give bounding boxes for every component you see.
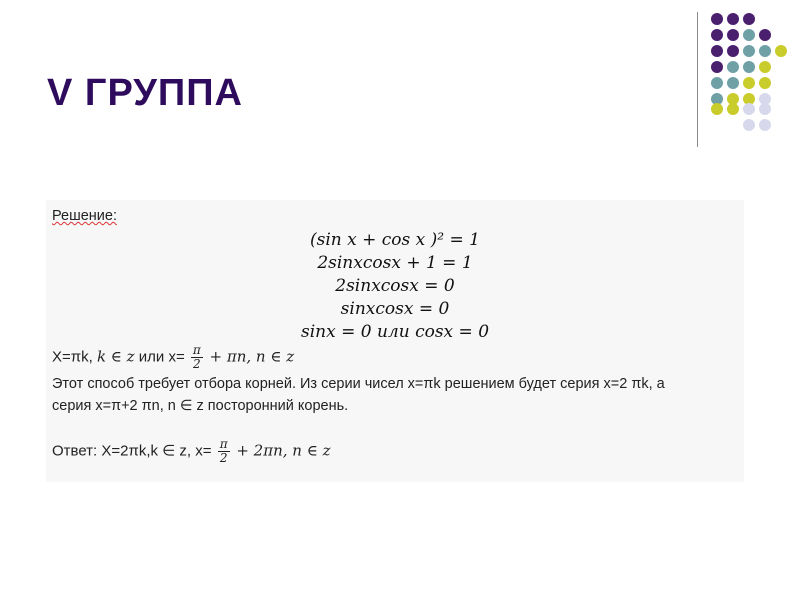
dot xyxy=(711,77,723,89)
equation-1: (sin x + cos x )² = 1 xyxy=(310,230,480,250)
solution-panel xyxy=(46,200,744,482)
dot xyxy=(743,45,755,57)
dot xyxy=(759,45,771,57)
dot xyxy=(759,103,771,115)
dot xyxy=(743,61,755,73)
dot xyxy=(775,45,787,57)
dot xyxy=(711,29,723,41)
dot xyxy=(711,103,723,115)
dot xyxy=(743,13,755,25)
solution-answer: Ответ: X=2πk,k ∈ z, x= $\frac{\pi}{2}$ + 2πn, n ∈ z xyxy=(52,437,331,465)
slide-title: V ГРУППА xyxy=(47,72,243,114)
dot xyxy=(759,119,771,131)
equation-2: 2sinxcosx + 1 = 1 xyxy=(317,253,473,273)
solution-line-roots: X=πk, k ∈ z или x= $\frac{\pi}{2}$ + πn, n ∈ z xyxy=(52,343,295,371)
solution-line-explanation-2: серия x=π+2 πn, n ∈ z посторонний корень. xyxy=(52,398,349,414)
dot xyxy=(743,103,755,115)
dot xyxy=(743,119,755,131)
dot xyxy=(759,29,771,41)
dot xyxy=(727,45,739,57)
fraction-pi-over-2: $\frac{\pi}{2}$ xyxy=(192,343,201,371)
vertical-divider xyxy=(697,12,698,147)
dot xyxy=(743,77,755,89)
solution-heading: Решение: xyxy=(52,208,117,224)
equation-4: sinxcosx = 0 xyxy=(340,299,450,319)
fraction-pi-over-2: $\frac{\pi}{2}$ xyxy=(219,437,228,465)
dot xyxy=(711,45,723,57)
dot xyxy=(743,29,755,41)
dot xyxy=(727,103,739,115)
solution-line-explanation-1: Этот способ требует отбора корней. Из серии чисел x=πk решением будет серия x=2 πk, а xyxy=(52,376,665,392)
dot xyxy=(711,61,723,73)
equation-5: sinx = 0 или cosx = 0 xyxy=(300,322,490,342)
dot xyxy=(711,13,723,25)
dot xyxy=(759,61,771,73)
dot xyxy=(727,29,739,41)
equation-3: 2sinxcosx = 0 xyxy=(335,276,455,296)
dot xyxy=(727,77,739,89)
dot xyxy=(727,13,739,25)
dot xyxy=(759,77,771,89)
dot xyxy=(727,61,739,73)
